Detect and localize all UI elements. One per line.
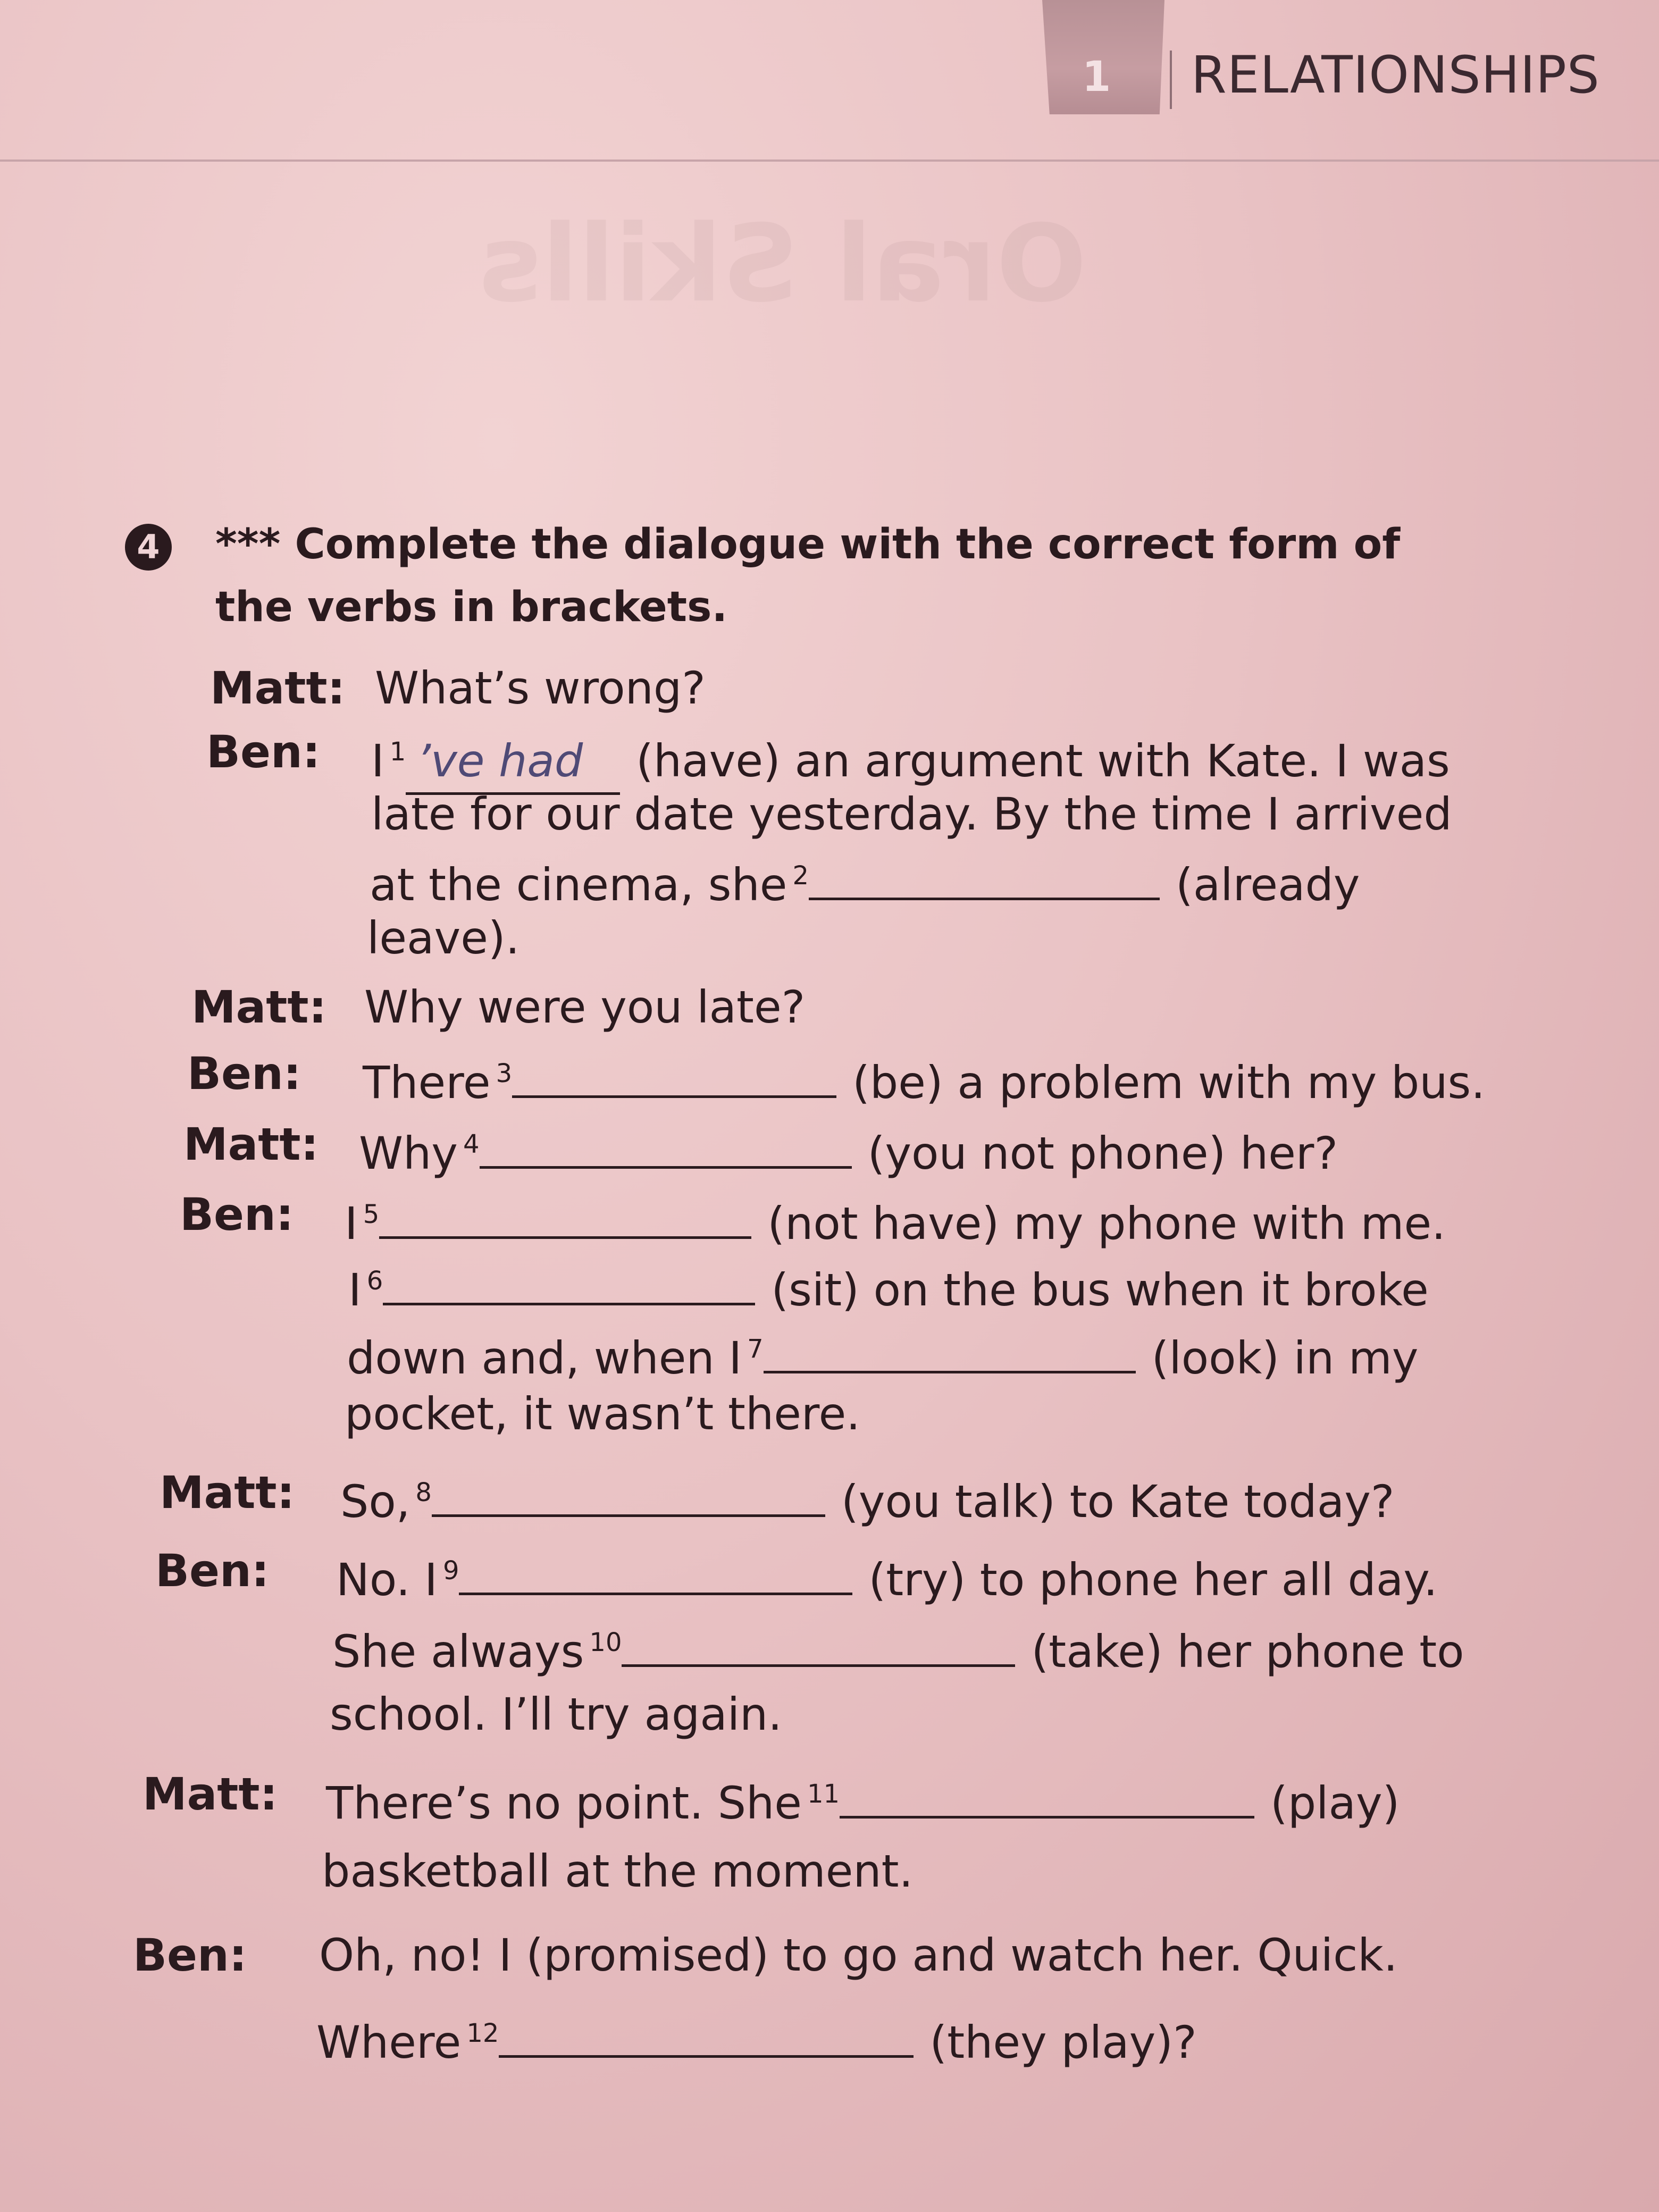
speaker-label: Matt: bbox=[160, 1467, 295, 1519]
line-text: There bbox=[363, 1057, 491, 1109]
header-rule bbox=[0, 160, 1659, 162]
line-text: (you talk) to Kate today? bbox=[841, 1476, 1395, 1528]
line-text: (not have) my phone with me. bbox=[767, 1197, 1446, 1250]
gap-number: 8 bbox=[415, 1478, 432, 1507]
speaker-label: Ben: bbox=[155, 1545, 270, 1597]
answer-blank-5[interactable] bbox=[379, 1194, 751, 1239]
speaker-label: Ben: bbox=[187, 1048, 301, 1100]
line-text: (take) her phone to bbox=[1031, 1626, 1464, 1678]
answer-blank-6[interactable] bbox=[383, 1260, 755, 1305]
speaker-label: Matt: bbox=[183, 1118, 319, 1170]
line-text: school. I’ll try again. bbox=[330, 1688, 782, 1740]
dialogue-line bbox=[347, 1318, 1419, 1389]
dialogue-text: Why were you late? bbox=[364, 981, 806, 1033]
line-text: late for our date yesterday. By the time I arrived bbox=[371, 788, 1452, 840]
line-text: (sit) on the bus when it broke bbox=[771, 1264, 1429, 1316]
dialogue-text: Oh, no! I (promised) to go and watch her. Quick. bbox=[319, 1929, 1398, 1981]
answer-blank-7[interactable] bbox=[764, 1328, 1136, 1373]
gap-number: 3 bbox=[496, 1059, 513, 1088]
line-text: (play) bbox=[1270, 1777, 1400, 1829]
dialogue-line bbox=[345, 1183, 1446, 1255]
gap-number: 4 bbox=[463, 1129, 480, 1159]
line-text: So, bbox=[340, 1476, 410, 1528]
exercise-number-badge: 4 bbox=[125, 524, 172, 571]
gap-number: 9 bbox=[442, 1556, 459, 1586]
line-text: (already bbox=[1176, 859, 1360, 911]
filled-answer: ’ve had bbox=[406, 730, 620, 795]
line-text: (have) an argument with Kate. I was bbox=[636, 735, 1450, 787]
dialogue-line bbox=[367, 907, 520, 969]
line-text: She always bbox=[332, 1626, 584, 1678]
dialogue-line bbox=[336, 1539, 1438, 1611]
answer-blank-4[interactable] bbox=[480, 1124, 852, 1169]
speaker-label: Ben: bbox=[180, 1188, 294, 1241]
line-text: (they play)? bbox=[929, 2016, 1197, 2068]
line-text: I bbox=[345, 1197, 358, 1250]
answer-blank-2[interactable] bbox=[809, 855, 1160, 900]
dialogue-line bbox=[330, 1683, 782, 1746]
gap-number: 10 bbox=[589, 1628, 622, 1657]
gap-number: 5 bbox=[363, 1200, 380, 1229]
line-text: Why bbox=[359, 1127, 458, 1179]
line-text: (you not phone) her? bbox=[867, 1127, 1338, 1179]
dialogue-line bbox=[363, 1042, 1485, 1114]
bleed-through-text: Oral Skills bbox=[479, 202, 1087, 326]
line-text: basketball at the moment. bbox=[322, 1845, 914, 1897]
header-divider bbox=[1170, 51, 1172, 109]
dialogue-line bbox=[348, 1250, 1429, 1321]
line-text: (try) to phone her all day. bbox=[868, 1554, 1438, 1606]
gap-number: 2 bbox=[792, 861, 809, 891]
dialogue-line bbox=[345, 1382, 860, 1445]
gap-number: 6 bbox=[366, 1266, 383, 1296]
gap-number: 12 bbox=[466, 2018, 499, 2048]
speaker-label: Ben: bbox=[133, 1929, 247, 1981]
speaker-label: Matt: bbox=[210, 662, 346, 714]
speaker-label: Matt: bbox=[143, 1768, 278, 1820]
answer-blank-10[interactable] bbox=[622, 1622, 1015, 1667]
line-text: No. I bbox=[336, 1554, 438, 1606]
dialogue-line bbox=[340, 1461, 1395, 1533]
line-text: down and, when I bbox=[347, 1332, 742, 1384]
section-title: RELATIONSHIPS bbox=[1191, 45, 1600, 105]
dialogue-line bbox=[371, 783, 1452, 845]
speaker-label: Matt: bbox=[191, 981, 327, 1033]
instruction-line: the verbs in brackets. bbox=[215, 583, 728, 631]
unit-number: 1 bbox=[1082, 53, 1111, 101]
line-text: I bbox=[371, 735, 384, 787]
gap-number: 11 bbox=[807, 1779, 840, 1809]
answer-blank-8[interactable] bbox=[432, 1472, 825, 1517]
line-text: (look) in my bbox=[1151, 1332, 1419, 1384]
line-text: I bbox=[348, 1264, 362, 1316]
answer-blank-3[interactable] bbox=[512, 1053, 836, 1098]
line-text: There’s no point. She bbox=[326, 1777, 802, 1829]
line-text: Where bbox=[316, 2016, 462, 2068]
dialogue-line bbox=[332, 1611, 1464, 1683]
speaker-label: Ben: bbox=[206, 726, 321, 778]
line-text: (be) a problem with my bus. bbox=[852, 1057, 1486, 1109]
answer-blank-12[interactable] bbox=[499, 2013, 914, 2058]
dialogue-text: What’s wrong? bbox=[375, 662, 706, 714]
exercise-instruction bbox=[215, 513, 1492, 639]
answer-blank-9[interactable] bbox=[459, 1550, 852, 1595]
answer-blank-11[interactable] bbox=[840, 1773, 1254, 1819]
dialogue-line bbox=[322, 1840, 913, 1903]
dialogue-line bbox=[326, 1763, 1400, 1834]
instruction-line: *** Complete the dialogue with the correct form of bbox=[215, 521, 1401, 568]
line-text: pocket, it wasn’t there. bbox=[345, 1388, 860, 1440]
dialogue-line bbox=[370, 844, 1360, 916]
line-text: at the cinema, she bbox=[370, 859, 787, 911]
dialogue-line bbox=[359, 1113, 1338, 1185]
gap-number: 1 bbox=[389, 737, 406, 767]
gap-number: 7 bbox=[747, 1334, 764, 1364]
dialogue-line bbox=[316, 2002, 1197, 2074]
line-text: leave). bbox=[367, 912, 520, 964]
